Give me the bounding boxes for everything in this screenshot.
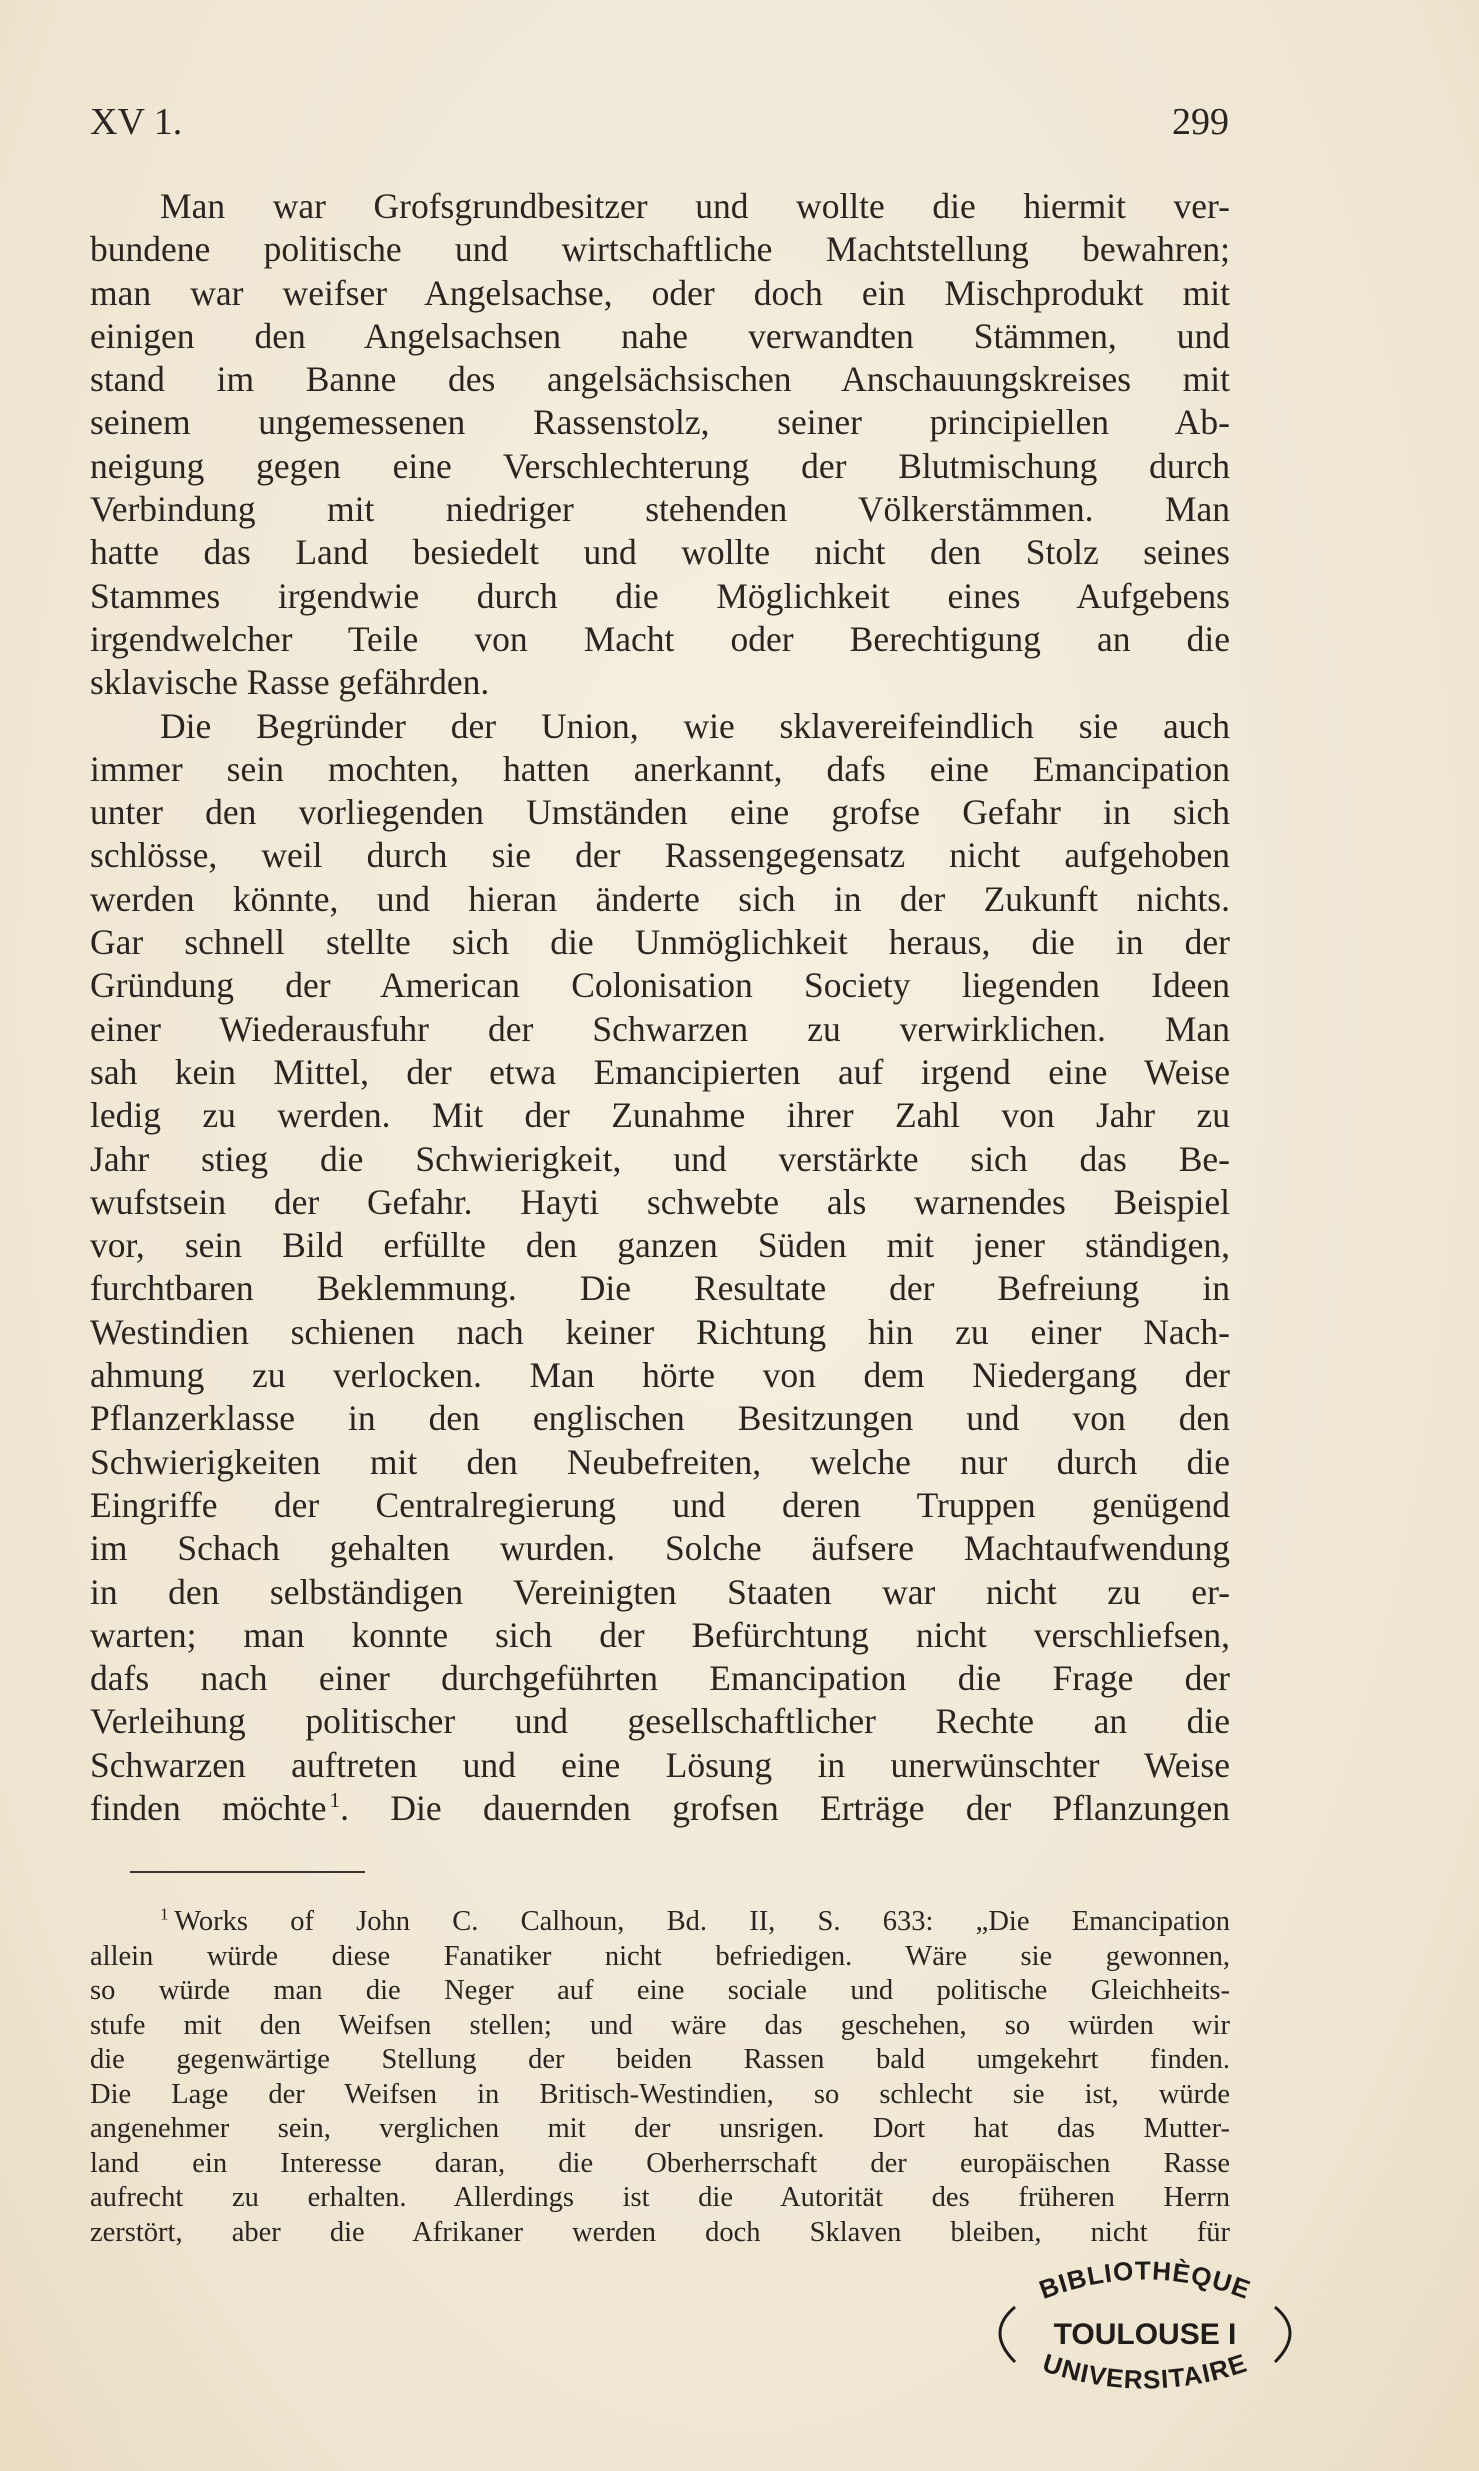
text-fragment: Die dauernden grofsen Erträge der Pflanzungen [390, 1787, 1230, 1828]
footnote-line: zerstört, aber die Afrikaner werden doch Sklaven bleiben, nicht für [90, 2216, 1230, 2248]
body-text [90, 185, 1230, 1830]
text-line: schlösse, weil durch sie der Rassengegensatz nicht aufgehoben [90, 835, 1230, 876]
footnote-line: die gegenwärtige Stellung der beiden Rassen bald umgekehrt finden. [90, 2044, 1230, 2075]
text-line: Stammes irgendwie durch die Möglichkeit eines Aufgebens [90, 575, 1230, 616]
footnote [90, 1905, 1230, 2250]
page-header [90, 100, 1229, 150]
footnote-line: Die Lage der Weifsen in Britisch-Westindien, so schlecht sie ist, würde [90, 2078, 1230, 2110]
text-line: vor, sein Bild erfüllte den ganzen Süden mit jener ständigen, [90, 1225, 1230, 1266]
text-line: wufstsein der Gefahr. Hayti schwebte als warnendes Beispiel [90, 1181, 1230, 1222]
footnote-reference[interactable]: 1 [329, 1788, 341, 1813]
text-line: sah kein Mittel, der etwa Emancipierten auf irgend eine Weise [90, 1051, 1230, 1092]
text-line: Verbindung mit niedriger stehenden Völkerstämmen. Man [90, 489, 1230, 530]
text-line: Pflanzerklasse in den englischen Besitzungen und von den [90, 1398, 1230, 1439]
text-line: Die Begründer der Union, wie sklavereifeindlich sie auch [160, 705, 1230, 746]
text-fragment: finden möchte [90, 1787, 327, 1828]
text-line: Man war Grofsgrundbesitzer und wollte die hiermit ver- [160, 186, 1230, 226]
library-stamp [975, 2252, 1315, 2412]
text-line: dafs nach einer durchgeführten Emancipation die Frage der [90, 1658, 1230, 1699]
stamp-top-text: BIBLIOTHÈQUE [1035, 2255, 1255, 2305]
footnote-line: allein würde diese Fanatiker nicht befriedigen. Wäre sie gewonnen, [90, 1940, 1230, 1972]
text-line: ahmung zu verlocken. Man hörte von dem Niedergang der [90, 1355, 1230, 1396]
text-line: seinem ungemessenen Rassenstolz, seiner principiellen Ab- [90, 402, 1230, 443]
text-line: furchtbaren Beklemmung. Die Resultate der Befreiung in [90, 1268, 1230, 1309]
text-line: Schwarzen auftreten und eine Lösung in unerwünschter Weise [90, 1744, 1230, 1785]
footnote-line: land ein Interesse daran, die Oberherrschaft der europäischen Rasse [90, 2147, 1230, 2179]
footnote-line: aufrecht zu erhalten. Allerdings ist die Autorität des früheren Herrn [90, 2182, 1230, 2213]
text-line: ledig zu werden. Mit der Zunahme ihrer Zahl von Jahr zu [90, 1095, 1230, 1136]
text-line: Schwierigkeiten mit den Neubefreiten, welche nur durch die [90, 1441, 1230, 1482]
text-line: Jahr stieg die Schwierigkeit, und verstärkte sich das Be- [90, 1138, 1230, 1179]
text-line: Westindien schienen nach keiner Richtung hin zu einer Nach- [90, 1311, 1230, 1352]
text-line: im Schach gehalten wurden. Solche äufsere Machtaufwendung [90, 1528, 1230, 1569]
chapter-reference: XV 1. [90, 101, 183, 143]
text-line: neigung gegen eine Verschlechterung der Blutmischung durch [90, 445, 1230, 486]
text-line: Gar schnell stellte sich die Unmöglichkeit heraus, die in der [90, 922, 1230, 963]
text-line: immer sein mochten, hatten anerkannt, dafs eine Emancipation [90, 748, 1230, 789]
footnote-line: so würde man die Neger auf eine sociale und politische Gleichheits- [90, 1975, 1230, 2006]
text-line: unter den vorliegenden Umständen eine grofse Gefahr in sich [90, 792, 1230, 833]
text-line: warten; man konnte sich der Befürchtung nicht verschliefsen, [90, 1614, 1230, 1655]
footnote-divider [130, 1871, 365, 1873]
page-number: 299 [1172, 101, 1229, 143]
text-line: Verleihung politischer und gesellschaftlicher Rechte an die [90, 1701, 1230, 1742]
text-line: einigen den Angelsachsen nahe verwandten Stämmen, und [90, 315, 1230, 356]
text-line-with-footnote-ref: finden möchte $^1$. Die dauernden grofsen Erträge der Pflanzungen [90, 1787, 1230, 1828]
text-line: stand im Banne des angelsächsischen Anschauungskreises mit [90, 359, 1230, 400]
text-line: einer Wiederausfuhr der Schwarzen zu verwirklichen. Man [90, 1008, 1230, 1049]
text-line: Eingriffe der Centralregierung und deren Truppen genügend [90, 1484, 1230, 1525]
text-line: irgendwelcher Teile von Macht oder Berechtigung an die [90, 618, 1230, 659]
footnote-line [90, 1905, 1230, 1940]
text-line: man war weifser Angelsachse, oder doch ein Mischprodukt mit [90, 272, 1230, 313]
stamp-middle-text: TOULOUSE I [1053, 2318, 1237, 2351]
footnote-line: stufe mit den Weifsen stellen; und wäre das geschehen, so würden wir [90, 2009, 1230, 2041]
text-line: sklavische Rasse gefährden. [90, 662, 490, 703]
text-fragment: Works of John C. Calhoun, Bd. II, S. 633: „Die Emancipation [174, 1906, 1230, 1937]
text-line: Gründung der American Colonisation Society liegenden Ideen [90, 965, 1230, 1006]
text-line: werden könnte, und hieran änderte sich in der Zukunft nichts. [90, 878, 1230, 919]
text-line: in den selbständigen Vereinigten Staaten war nicht zu er- [90, 1571, 1230, 1612]
text-line: hatte das Land besiedelt und wollte nicht den Stolz seines [90, 532, 1230, 573]
stamp-bottom-text: UNIVERSITAIRE [1039, 2347, 1251, 2395]
footnote-line: angenehmer sein, verglichen mit der unsrigen. Dort hat das Mutter- [90, 2113, 1230, 2144]
footnote-marker: 1 [160, 1904, 169, 1924]
text-line: bundene politische und wirtschaftliche Machtstellung bewahren; [90, 229, 1230, 270]
